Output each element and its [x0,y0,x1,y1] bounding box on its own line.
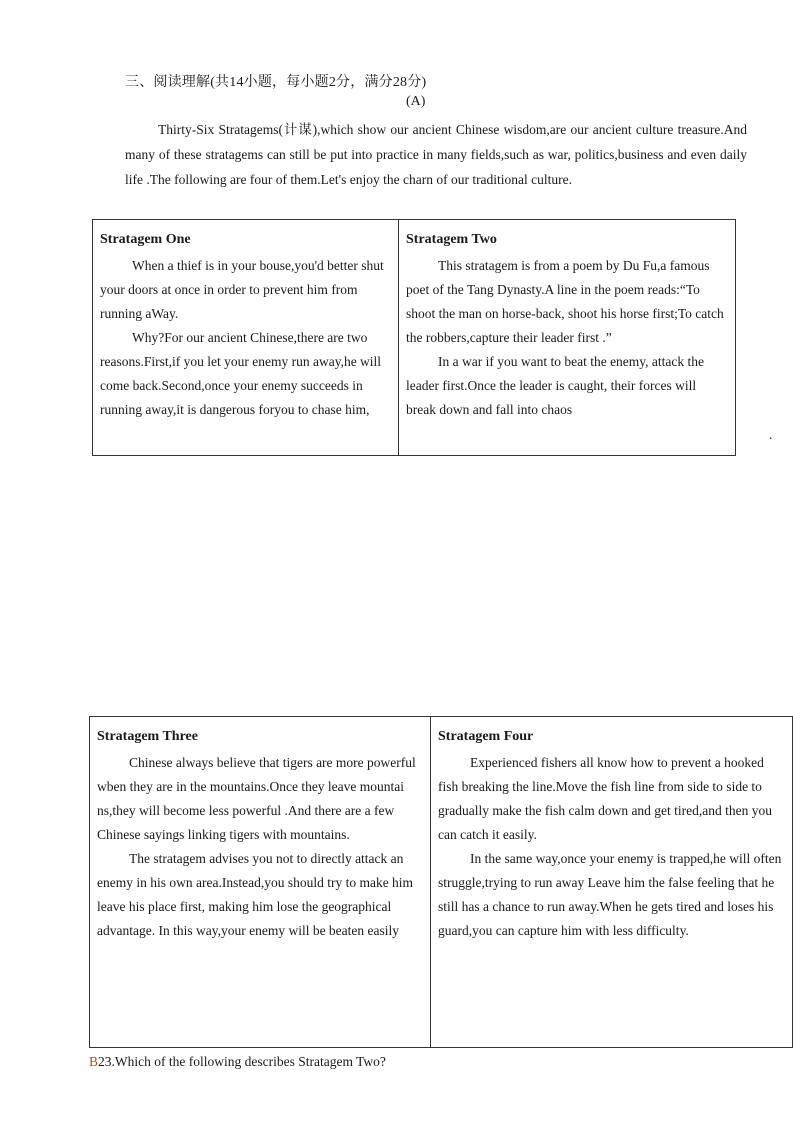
stratagem-three-cell [90,717,431,1048]
part-label: (A) [406,94,426,109]
stratagem-one-paragraph-2: Why?For our ancient Chinese,there are two reasons.First,if you let your enemy run away,he will come back.Second,once your enemy succeeds in running away,it is dangerous foryou to chase him, [100,330,382,417]
stratagem-two-paragraph-2: In a war if you want to beat the enemy, attack the leader first.Once the leader is caught, their forces will break down and fall into chaos [406,354,705,417]
stratagem-one-paragraph-1: When a thief is in your bouse,you'd better shut your doors at once in order to prevent him from running aWay. [100,258,384,321]
stratagem-four-cell [431,717,793,1048]
stratagem-two-cell [399,220,736,456]
stratagem-table-top [92,219,736,456]
stratagem-four-paragraph-1: Experienced fishers all know how to prevent a hooked fish breaking the line.Move the fish line from side to side to gradually make the fish calm down and get tired,and then you can catch it easily. [438,755,773,842]
stratagem-four-title: Stratagem Four [438,729,534,744]
stratagem-two-paragraph-1: This stratagem is from a poem by Du Fu,a famous poet of the Tang Dynasty.A line in the poem reads:“To shoot the man on horse-back, shoot his horse first;To catch the robbers,capture their leader first .” [406,258,724,345]
question-line [89,1054,386,1070]
stratagem-table-bottom [89,716,793,1048]
stratagem-two-title: Stratagem Two [406,232,497,247]
question-text: 23.Which of the following describes Stratagem Two? [98,1054,386,1069]
intro-paragraph [125,117,747,192]
intro-text: Thirty-Six Stratagems(计谋),which show our ancient Chinese wisdom,are our ancient culture treasure.And many of these stratagems can still be put into practice in many fields,such as war, politics,business and even daily life .The following are four of them.Let's enjoy the charn of our traditional culture. [125,122,747,187]
stray-mark: . [769,428,773,443]
question-prefix: B [89,1054,99,1069]
stratagem-four-paragraph-2: In the same way,once your enemy is trapped,he will often struggle,trying to run away Leave him the false feeling that he still has a chance to run away.When he gets tired and loses his guard,you can capture him with less difficulty. [438,851,782,938]
stratagem-three-paragraph-2: The stratagem advises you not to directly attack an enemy in his own area.Instead,you should try to make him leave his place first, making him lose the geographical advantage. In this way,your enemy will be beaten easily [97,851,414,938]
section-heading: 三、阅读理解(共14小题，每小题2分，满分28分) [125,75,427,90]
stratagem-three-paragraph-1: Chinese always believe that tigers are more powerful wben they are in the mountains.Once they leave mountai ns,they will become less powerful .And there are a few Chinese sayings linking tigers with mountains. [97,755,416,842]
stratagem-one-title: Stratagem One [100,232,191,247]
stratagem-one-cell [93,220,399,456]
stratagem-three-title: Stratagem Three [97,729,198,744]
